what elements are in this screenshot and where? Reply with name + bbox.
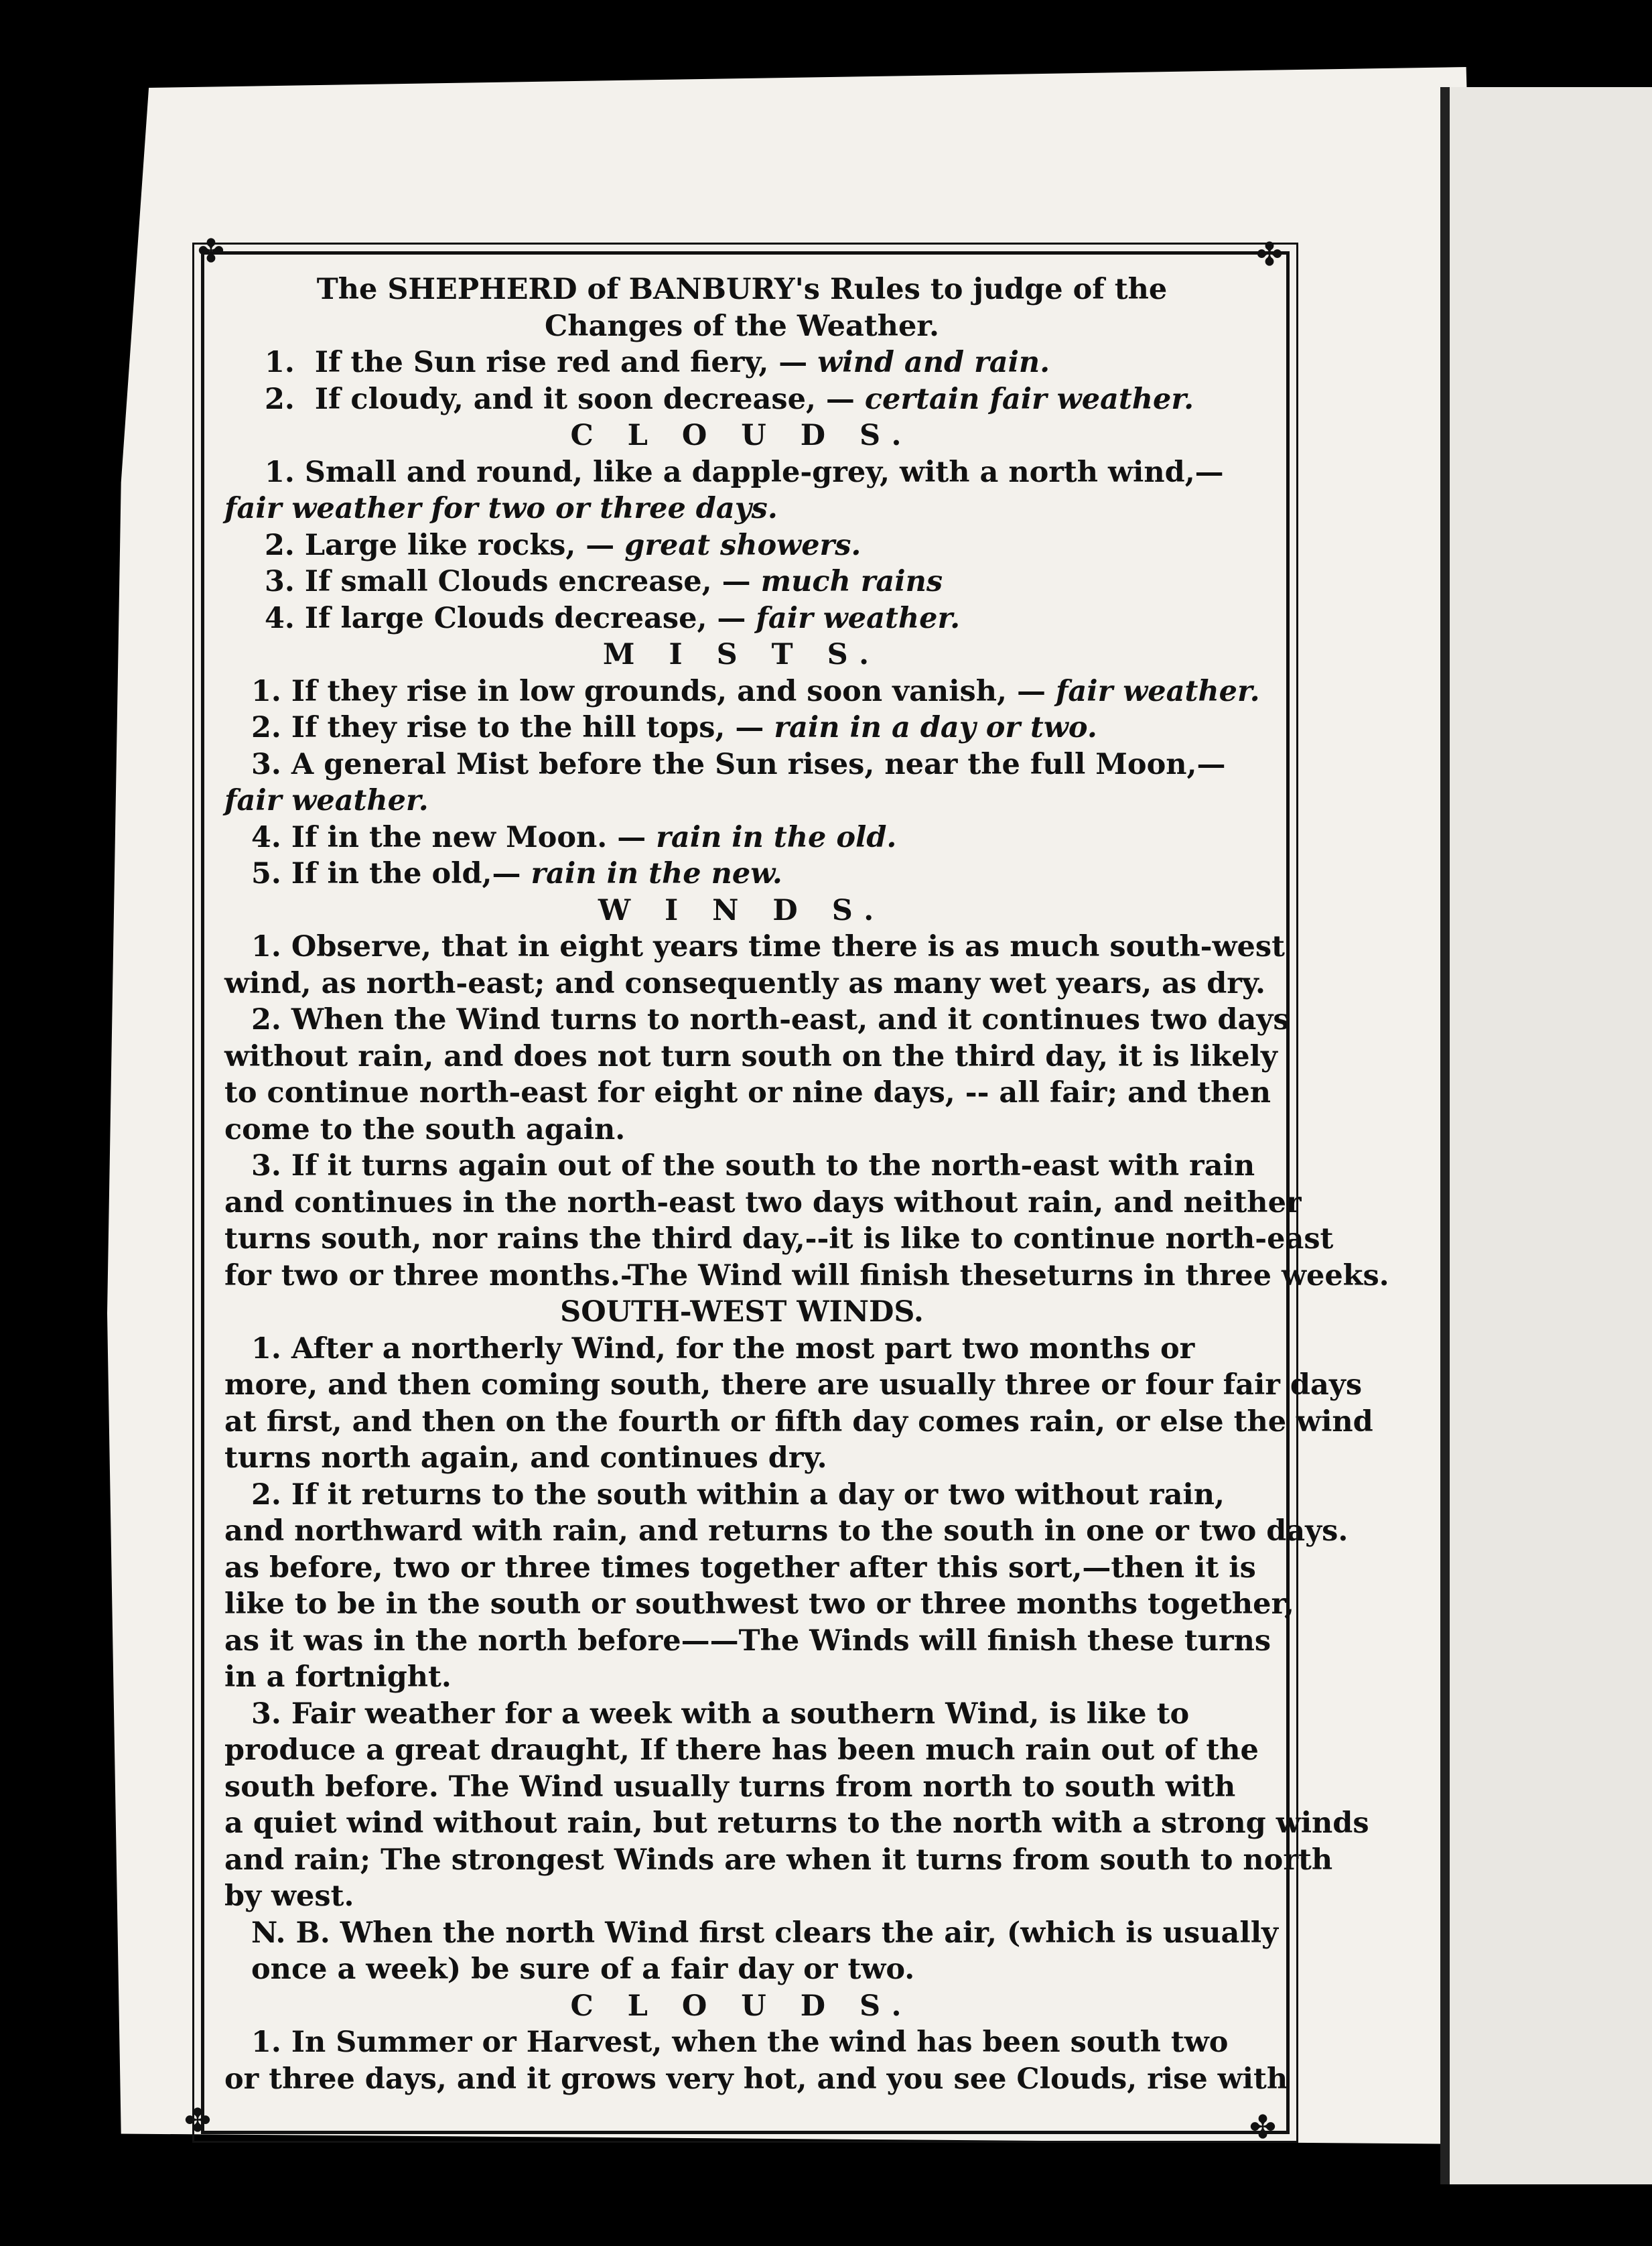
- sw-line: in a fortnight.: [224, 1660, 452, 1694]
- winds-line: 1. Observe, that in eight years time there is as much south-west: [251, 930, 1285, 964]
- corner-ornament-icon: ✤: [1255, 236, 1284, 273]
- sw-line: a quiet wind without rain, but returns to the north with a strong winds: [224, 1806, 1369, 1840]
- section-heading-winds: W I N D S.: [598, 893, 886, 927]
- mists-rule: 2. If they rise to the hill tops, — rain in a day or two.: [251, 711, 1097, 744]
- section-heading-mists: M I S T S.: [602, 638, 882, 671]
- adjacent-page-edge: [1440, 87, 1652, 2184]
- sw-line: as it was in the north before——The Winds will finish these turns: [224, 1624, 1271, 1658]
- winds-line: come to the south again.: [224, 1112, 626, 1146]
- section-heading-clouds: C L O U D S.: [570, 419, 914, 452]
- section-heading-clouds-2: C L O U D S.: [570, 1989, 914, 2023]
- winds-line: 3. If it turns again out of the south to the north-east with rain: [251, 1149, 1255, 1183]
- section-heading-south-west-winds: SOUTH-WEST WINDS.: [560, 1295, 924, 1329]
- sw-line: turns north again, and continues dry.: [224, 1441, 827, 1475]
- sw-line: and northward with rain, and returns to the south in one or two days.: [224, 1514, 1349, 1548]
- sw-line: south before. The Wind usually turns from north to south with: [224, 1770, 1236, 1804]
- sw-line: and rain; The strongest Winds are when it turns from south to north: [224, 1843, 1333, 1877]
- clouds-rule: 1. Small and round, like a dapple-grey, with a north wind,—: [265, 455, 1224, 489]
- clouds-rule: 3. If small Clouds encrease, — much rains: [265, 565, 943, 598]
- document-text: [224, 271, 1389, 2107]
- corner-ornament-icon: ✤: [1249, 2109, 1277, 2146]
- nota-bene-line: once a week) be sure of a fair day or two.: [251, 1953, 915, 1986]
- winds-line: turns south, nor rains the third day,--it is like to continue north-east: [224, 1222, 1334, 1256]
- sw-line: as before, two or three times together after this sort,—then it is: [224, 1550, 1256, 1585]
- clouds-rule: 4. If large Clouds decrease, — fair weather.: [265, 601, 961, 635]
- clouds2-line: or three days, and it grows very hot, and you see Clouds, rise with: [224, 2062, 1288, 2096]
- winds-line: 2. When the Wind turns to north-east, and it continues two days: [251, 1003, 1290, 1037]
- sw-line: 1. After a northerly Wind, for the most part two months or: [251, 1331, 1195, 1366]
- sun-rule: 1. If the Sun rise red and fiery, — wind and rain.: [265, 346, 1050, 379]
- winds-line: for two or three months.-The Wind will finish theseturns in three weeks.: [224, 1258, 1389, 1293]
- mists-rule: 3. A general Mist before the Sun rises, near the full Moon,—: [251, 747, 1226, 781]
- mists-rule-cont: fair weather.: [224, 784, 429, 817]
- mists-rule: 4. If in the new Moon. — rain in the old.: [251, 820, 897, 854]
- winds-line: and continues in the north-east two days without rain, and neither: [224, 1185, 1302, 1219]
- title-line: The SHEPHERD of BANBURY's Rules to judge of the: [316, 273, 1168, 306]
- sun-rule: 2. If cloudy, and it soon decrease, — certain fair weather.: [265, 382, 1194, 416]
- clouds-rule-cont: fair weather for two or three days.: [224, 492, 778, 525]
- winds-line: to continue north-east for eight or nine days, -- all fair; and then: [224, 1076, 1271, 1110]
- nota-bene-line: N. B. When the north Wind first clears the air, (which is usually: [251, 1916, 1279, 1950]
- sw-line: like to be in the south or southwest two or three months together,: [224, 1587, 1294, 1621]
- sw-line: at first, and then on the fourth or fifth day comes rain, or else the wind: [224, 1404, 1373, 1439]
- clouds2-line: 1. In Summer or Harvest, when the wind has been south two: [251, 2026, 1229, 2059]
- subtitle-line: Changes of the Weather.: [545, 309, 939, 343]
- sw-line: more, and then coming south, there are usually three or four fair days: [224, 1368, 1363, 1402]
- mists-rule: 1. If they rise in low grounds, and soon vanish, — fair weather.: [251, 674, 1260, 708]
- mists-rule: 5. If in the old,— rain in the new.: [251, 857, 782, 890]
- sw-line: 2. If it returns to the south within a day or two without rain,: [251, 1477, 1225, 1512]
- winds-line: without rain, and does not turn south on the third day, it is likely: [224, 1039, 1278, 1073]
- corner-ornament-icon: ✤: [197, 233, 225, 270]
- sw-line: 3. Fair weather for a week with a southern Wind, is like to: [251, 1697, 1190, 1731]
- sw-line: by west.: [224, 1879, 354, 1913]
- clouds-rule: 2. Large like rocks, — great showers.: [265, 528, 862, 562]
- winds-line: wind, as north-east; and consequently as many wet years, as dry.: [224, 966, 1265, 1000]
- sw-line: produce a great draught, If there has been much rain out of the: [224, 1733, 1259, 1767]
- corner-ornament-icon: ✤: [184, 2102, 212, 2139]
